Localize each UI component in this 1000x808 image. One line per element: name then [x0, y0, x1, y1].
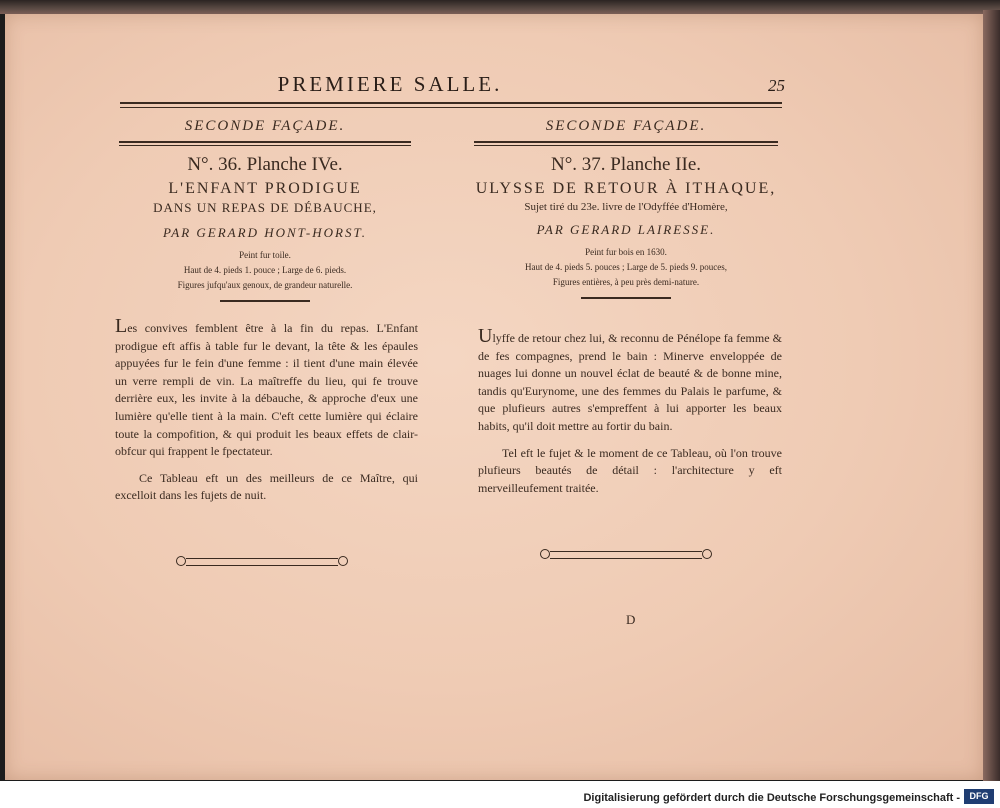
painting-title: ULYSSE DE RETOUR À ITHAQUE,	[475, 180, 777, 197]
signature-mark: D	[626, 612, 636, 627]
book-right-edge	[983, 10, 1000, 782]
painter-name: PAR GERARD HONT-HORST.	[163, 225, 367, 240]
catalogue-number: N°. 36. Planche IVe.	[187, 154, 343, 175]
paragraph-text: es convives femblent être à la fin du repas. L'Enfant prodigue eft affis à table fur le devant, la tête & les épaules appuyées fur le fein d'une femme : il tient d'une main élevée un verre rempli de vin. La maîtreffe du lieu, qui fe trouve derrière eux, les invite à la débauche, & approche d'eux une lumière qu'elle tient à la main. C'eft cette lumière qui éclaire toute la compofition, & qui produit les beaux effets de clair-obfcur qui frappent le fpectateur.	[115, 321, 418, 459]
initial-letter: U	[478, 325, 493, 347]
page-number: 25	[768, 76, 785, 95]
double-rule	[119, 141, 411, 146]
short-rule	[581, 297, 671, 299]
support-note: Peint fur bois en 1630.	[585, 247, 667, 257]
left-description	[115, 316, 418, 505]
figures-note: Figures jufqu'aux genoux, de grandeur naturelle.	[177, 280, 353, 290]
running-title: PREMIERE SALLE.	[277, 72, 503, 96]
ornament-rule-left	[186, 558, 338, 566]
header-rule	[120, 102, 782, 104]
paragraph-text: lyffe de retour chez lui, & reconnu de Pénélope fa femme & de fes compagnes, prend le bain : Minerve enveloppée de nuages lui donne un nouvel éclat de beauté & de bonne mine, tandis qu'Eurynome, une des femmes du Palais le parfume, & que plufieurs autres s'empreffent à lui apporter les beaux habits, qu'il doit mettre au fortir du bain.	[478, 331, 782, 433]
short-rule	[220, 300, 310, 302]
subject-note: Sujet tiré du 23e. livre de l'Odyffée d'Homère,	[524, 201, 728, 213]
facade-label: SECONDE FAÇADE.	[545, 118, 707, 134]
painting-title-line2: DANS UN REPAS DE DÉBAUCHE,	[153, 200, 377, 215]
painting-title: L'ENFANT PRODIGUE	[168, 180, 362, 197]
painter-name: PAR GERARD LAIRESSE.	[536, 222, 716, 237]
support-note: Peint fur toile.	[239, 250, 291, 260]
dimensions-note: Haut de 4. pieds 1. pouce ; Large de 6. pieds.	[183, 265, 347, 275]
dfg-logo: DFG	[964, 789, 994, 804]
dimensions-note: Haut de 4. pieds 5. pouces ; Large de 5. pieds 9. pouces,	[524, 262, 728, 272]
ornament-rule-right	[550, 551, 702, 559]
right-column-heading	[470, 116, 782, 299]
facade-label: SECONDE FAÇADE.	[184, 118, 346, 134]
paragraph	[115, 316, 418, 461]
figures-note: Figures entières, à peu près demi-nature.	[552, 277, 700, 287]
right-description	[478, 326, 782, 497]
catalogue-number: N°. 37. Planche IIe.	[550, 154, 702, 175]
funding-credit: Digitalisierung gefördert durch die Deutsche Forschungsgemeinschaft -	[583, 792, 960, 804]
initial-letter: L	[115, 315, 128, 337]
paragraph: Tel eft le fujet & le moment de ce Tableau, où l'on trouve plufieurs beautés de détail : l'architecture y eft merveilleufement traitée.	[478, 445, 782, 495]
double-rule	[474, 141, 778, 146]
paragraph	[478, 326, 782, 436]
header-rule-thin	[120, 107, 782, 108]
paragraph: Ce Tableau eft un des meilleurs de ce Maître, qui excelloit dans les fujets de nuit.	[115, 470, 418, 503]
book-top-edge	[0, 0, 1000, 14]
left-column-heading	[115, 116, 415, 302]
